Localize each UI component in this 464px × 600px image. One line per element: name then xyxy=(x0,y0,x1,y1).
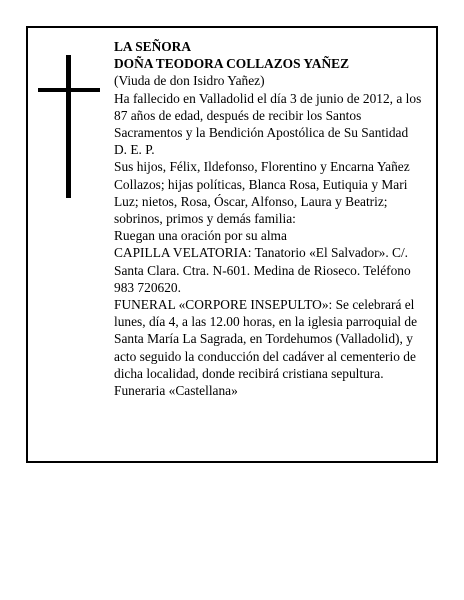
rest-in-peace: D. E. P. xyxy=(114,142,155,158)
deceased-name: DOÑA TEODORA COLLAZOS YAÑEZ xyxy=(114,56,350,72)
cross-horizontal-bar xyxy=(38,88,100,92)
chapel-info: CAPILLA VELATORIA: Tanatorio «El Salvador». C/. Santa Clara. Ctra. N-601. Medina de Rioseco. Teléfono 983 720620. xyxy=(114,245,411,295)
cross-icon xyxy=(38,55,100,198)
prayer-request: Ruegan una oración por su alma xyxy=(114,228,287,244)
cross-vertical-bar xyxy=(66,55,71,198)
widow-of: (Viuda de don Isidro Yañez) xyxy=(114,73,265,89)
funeral-home: Funeraria «Castellana» xyxy=(114,383,238,399)
funeral-info: FUNERAL «CORPORE INSEPULTO»: Se celebrará el lunes, día 4, a las 12.00 horas, en la iglesia parroquial de Santa María La Sagrada, en Tordehumos (Valladolid), y acto seguido la conducción del cadáver al cementerio de dicha localidad, donde recibirá cristiana sepultura. xyxy=(114,297,418,381)
family-list: Sus hijos, Félix, Ildefonso, Florentino y Encarna Yañez Collazos; hijas políticas, Blanca Rosa, Eutiquia y Mari Luz; nietos, Rosa, Óscar, Alfonso, Laura y Beatriz; sobrinos, primos y demás familia: xyxy=(114,159,410,227)
obituary-notice xyxy=(26,26,438,463)
death-notice: Ha fallecido en Valladolid el día 3 de junio de 2012, a los 87 años de edad, después de recibir los Santos Sacramentos y la Bendición Apostólica de Su Santidad xyxy=(114,90,422,141)
obituary-text xyxy=(114,38,426,399)
deceased-title: LA SEÑORA xyxy=(114,39,192,54)
